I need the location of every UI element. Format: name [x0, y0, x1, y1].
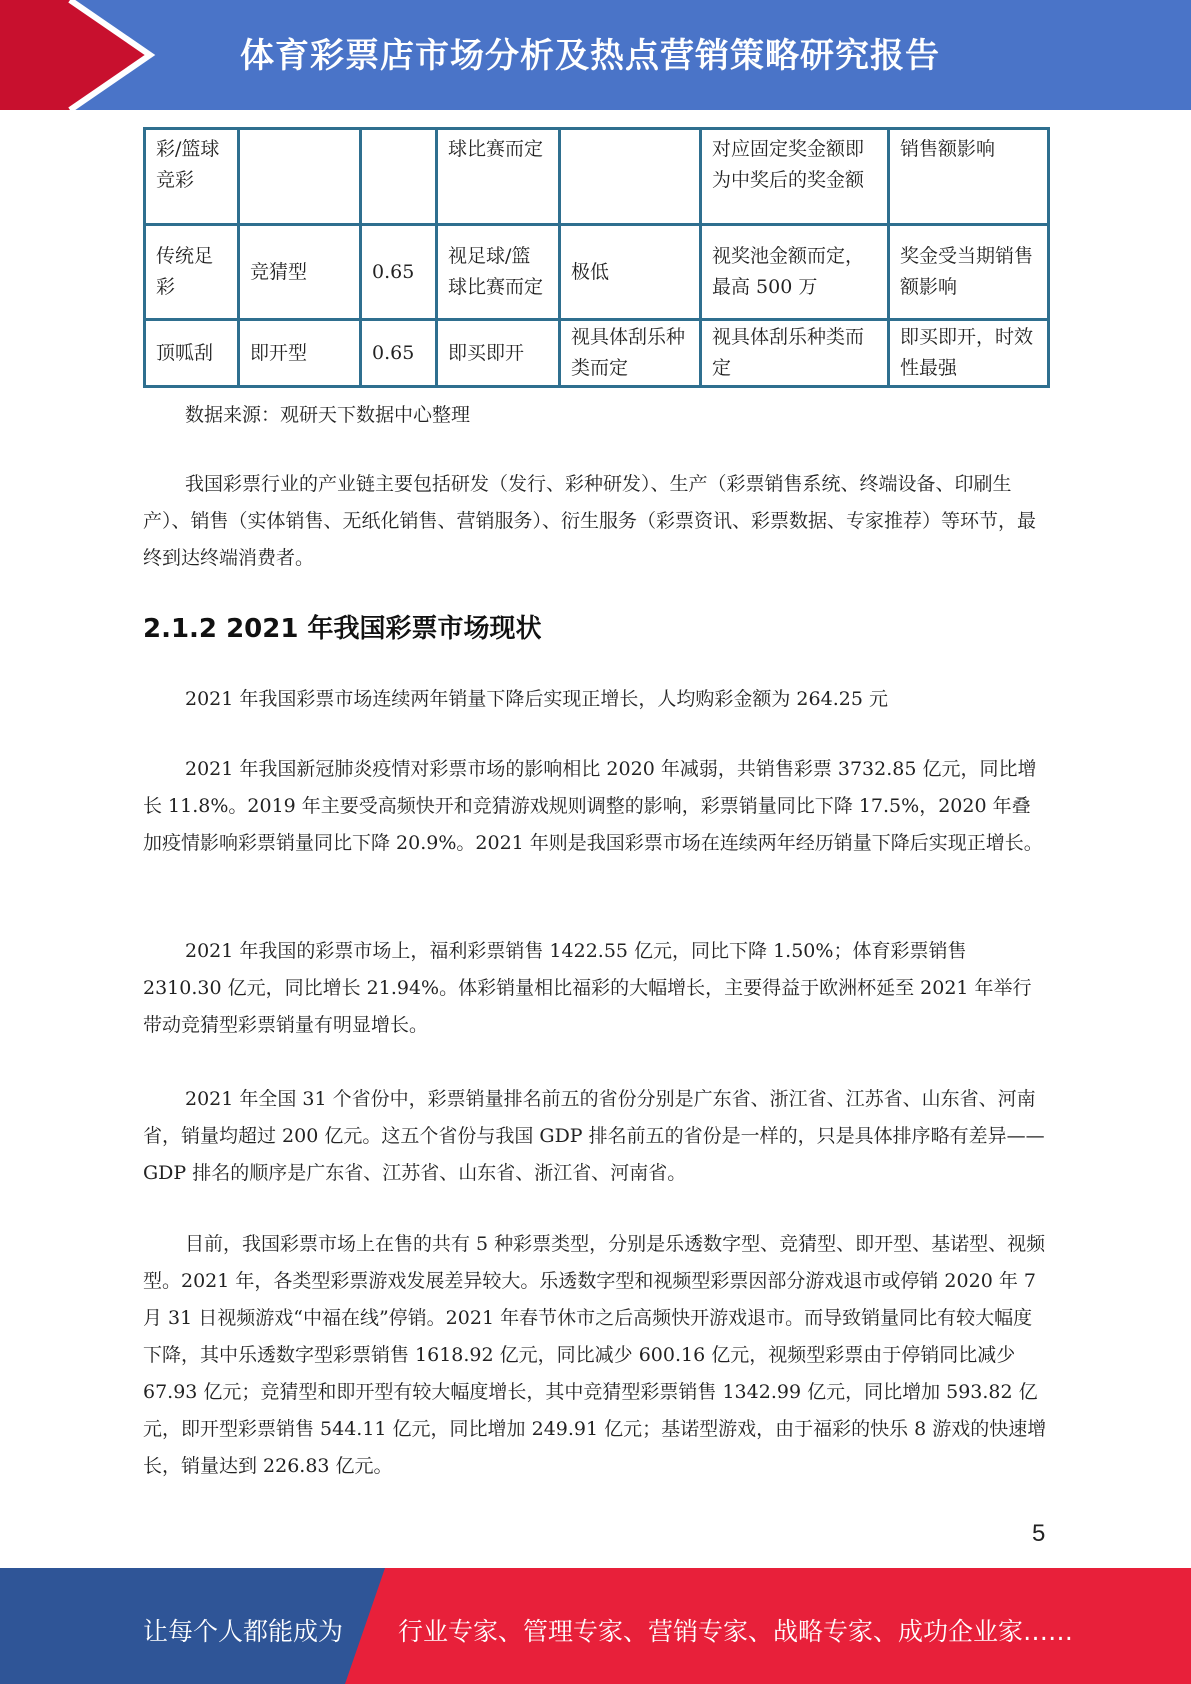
paragraph-provinces: 2021 年全国 31 个省份中，彩票销量排名前五的省份分别是广东省、浙江省、江苏省、山东省、河南省，销量均超过 200 亿元。这五个省份与我国 GDP 排名前五的省份是一样的，只是具体排序略有差异——GDP 排名的顺序是广东省、江苏省、山东省、浙江省、河南省。 [143, 1088, 1045, 1184]
paragraph-sales-overview: 2021 年我国新冠肺炎疫情对彩票市场的影响相比 2020 年减弱，共销售彩票 3732.85 亿元，同比增长 11.8%。2019 年主要受高频快开和竞猜游戏规则调整的影响，彩票销量同比下降 17.5%，2020 年叠加疫情影响彩票销量同比下降 20.9%。2021 年则是我国彩票市场在连续两年经历销量下降后实现正增长。 [143, 758, 1043, 854]
table-cell: 奖金受当期销售额影响 [889, 225, 1049, 320]
lottery-types-table [143, 127, 1050, 388]
table-cell: 销售额影响 [889, 129, 1049, 225]
table-cell: 彩/篮球竞彩 [145, 129, 239, 225]
table-cell: 0.65 [361, 225, 437, 320]
footer-slogan-left: 让每个人都能成为 [143, 1617, 344, 1646]
header-red-arrow-shape [0, 0, 160, 110]
table-row [145, 320, 1049, 387]
table-cell: 极低 [560, 225, 701, 320]
footer-banner [0, 1568, 1191, 1684]
paragraph-lottery-types: 目前，我国彩票市场上在售的共有 5 种彩票类型，分别是乐透数字型、竞猜型、即开型、基诺型、视频型。2021 年，各类型彩票游戏发展差异较大。乐透数字型和视频型彩票因部分游戏退市或停销 2020 年 7 月 31 日视频游戏“中福在线”停销。2021 年春节休市之后高频快开游戏退市。而导致销量同比有较大幅度下降，其中乐透数字型彩票销售 1618.92 亿元，同比减少 600.16 亿元，视频型彩票由于停销同比减少 67.93 亿元；竞猜型和即开型有较大幅度增长，其中竞猜型彩票销售 1342.99 亿元，同比增加 593.82 亿元，即开型彩票销售 544.11 亿元，同比增加 249.91 亿元；基诺型游戏，由于福彩的快乐 8 游戏的快速增长，销量达到 226.83 亿元。 [143, 1233, 1047, 1477]
table-row [145, 129, 1049, 225]
table-cell: 竞猜型 [239, 225, 361, 320]
table-cell: 即买即开 [437, 320, 560, 387]
data-source-note: 数据来源：观研天下数据中心整理 [185, 404, 471, 426]
header-banner [0, 0, 1191, 110]
table-cell [239, 129, 361, 225]
table-cell: 球比赛而定 [437, 129, 560, 225]
table-cell: 传统足彩 [145, 225, 239, 320]
table-cell: 0.65 [361, 320, 437, 387]
report-title: 体育彩票店市场分析及热点营销策略研究报告 [240, 36, 940, 76]
table-cell: 视足球/篮球比赛而定 [437, 225, 560, 320]
page-number: 5 [1032, 1520, 1046, 1547]
table-cell [560, 129, 701, 225]
table-cell: 视奖池金额而定，最高 500 万 [701, 225, 889, 320]
paragraph-welfare-sports: 2021 年我国的彩票市场上，福利彩票销售 1422.55 亿元，同比下降 1.50%；体育彩票销售 2310.30 亿元，同比增长 21.94%。体彩销量相比福彩的大幅增长，主要得益于欧洲杯延至 2021 年举行带动竞猜型彩票销量有明显增长。 [143, 940, 1032, 1036]
table-cell [361, 129, 437, 225]
paragraph-summary: 2021 年我国彩票市场连续两年销量下降后实现正增长，人均购彩金额为 264.25 元 [185, 688, 888, 710]
table-cell: 对应固定奖金额即为中奖后的奖金额 [701, 129, 889, 225]
paragraph-industry-chain: 我国彩票行业的产业链主要包括研发（发行、彩种研发）、生产（彩票销售系统、终端设备、印刷生产）、销售（实体销售、无纸化销售、营销服务）、衍生服务（彩票资讯、彩票数据、专家推荐）等环节，最终到达终端消费者。 [143, 473, 1037, 569]
table-cell: 视具体刮乐种类而定 [560, 320, 701, 387]
footer-slogan-right: 行业专家、管理专家、营销专家、战略专家、成功企业家…… [398, 1617, 1074, 1646]
table-row [145, 225, 1049, 320]
table-cell: 即买即开，时效性最强 [889, 320, 1049, 387]
table-cell: 顶呱刮 [145, 320, 239, 387]
section-heading: 2.1.2 2021 年我国彩票市场现状 [143, 614, 542, 644]
table-cell: 即开型 [239, 320, 361, 387]
table-cell: 视具体刮乐种类而定 [701, 320, 889, 387]
